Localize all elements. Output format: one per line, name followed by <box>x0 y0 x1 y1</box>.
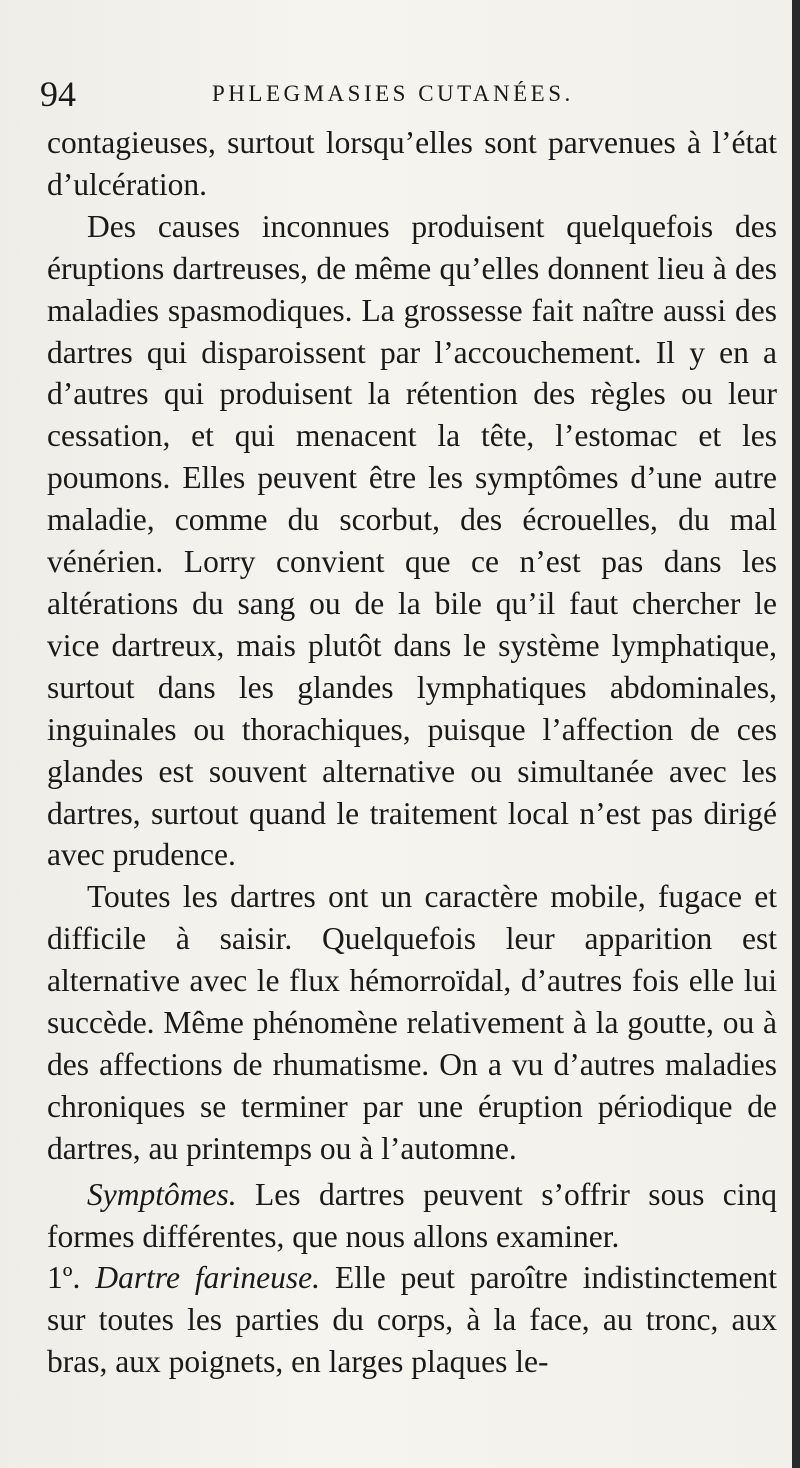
running-title: PHLEGMASIES CUTANÉES. <box>212 81 574 106</box>
paragraph-continuation: contagieuses, surtout lorsqu’elles sont parvenues à l’état d’ulcération. <box>47 125 777 202</box>
symptoms-text: Les dartres peuvent s’offrir sous cinq formes différentes, que nous allons examiner. <box>47 1176 777 1254</box>
page-edge-shadow <box>792 0 800 1468</box>
symptoms-heading: Symptômes. <box>87 1176 237 1212</box>
paragraph-character: Toutes les dartres ont un caractère mobile, fugace et difficile à saisir. Quelquefois leur apparition est alternative avec le flux hémorroïdal, d’autres fois elle lui succède. Même phénomène relativement à la goutte, ou à des affections de rhumatisme. On a vu d’autres maladies chroniques se terminer par une éruption périodique de dartres, au printemps ou à l’automne. <box>47 879 777 1166</box>
dartre-farineuse-heading: Dartre farineuse. <box>95 1260 321 1296</box>
page-body <box>47 122 777 1383</box>
page-number: 94 <box>40 74 76 114</box>
paragraph-dartre-farineuse <box>47 1257 777 1383</box>
dartre-farineuse-text: Elle peut paroître indistinctement sur toutes les parties du corps, à la face, au tronc, aux bras, aux poignets, en larges plaques le- <box>47 1260 778 1380</box>
paragraph-causes: Des causes inconnues produisent quelquefois des éruptions dartreuses, de même qu’elles donnent lieu à des maladies spasmodiques. La grossesse fait naître aussi des dartres qui disparoissent par l’accouchement. Il y en a d’autres qui produisent la rétention des règles ou leur cessation, et qui menacent la tête, l’estomac et les poumons. Elles peuvent être les symptômes d’une autre maladie, comme du scorbut, des écrouelles, du mal vénérien. Lorry convient que ce n’est pas dans les altérations du sang ou de la bile qu’il faut chercher le vice dartreux, mais plutôt dans le système lymphatique, surtout dans les glandes lymphatiques abdominales, inguinales ou thorachiques, puisque l’affection de ces glandes est souvent alternative ou simultanée avec les dartres, surtout quand le traitement local n’est pas dirigé avec prudence. <box>47 208 777 873</box>
page-header <box>40 72 780 116</box>
paragraph-symptoms <box>47 1174 777 1258</box>
item-number: 1º. <box>47 1260 81 1296</box>
